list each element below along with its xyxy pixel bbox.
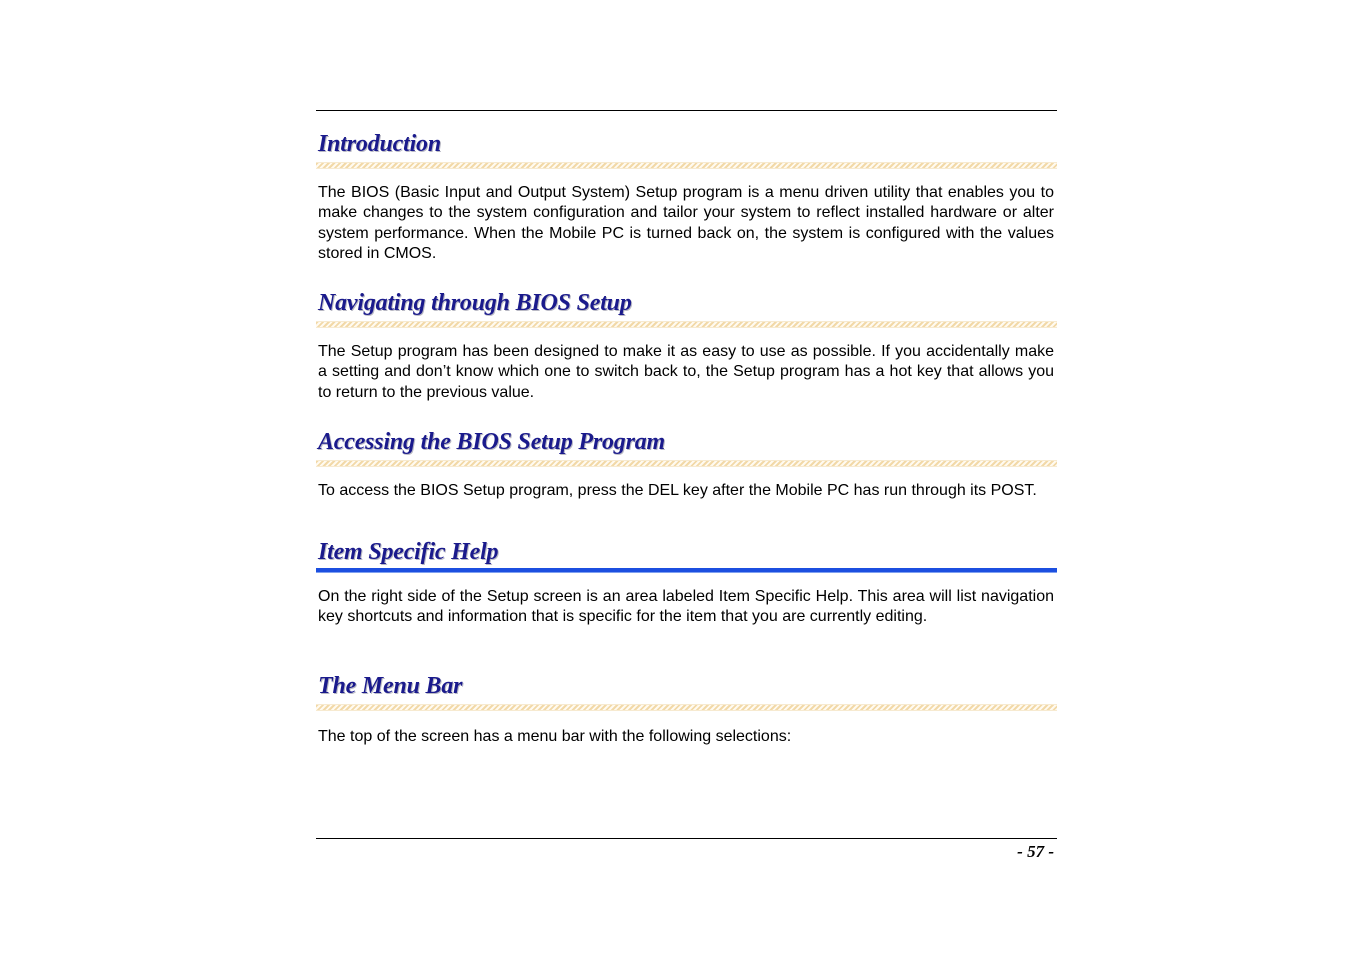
heading-underline (316, 321, 1057, 328)
heading-underline (316, 460, 1057, 467)
section-menu-bar (316, 672, 1057, 747)
section-heading: Introduction (318, 131, 441, 157)
heading-underline (316, 568, 1057, 573)
heading-underline (316, 704, 1057, 711)
section-heading: The Menu Bar (318, 673, 463, 699)
footer-rule (316, 838, 1057, 839)
section-accessing (316, 428, 1057, 501)
section-heading: Item Specific Help (318, 539, 499, 565)
section-introduction (316, 130, 1057, 265)
section-heading: Navigating through BIOS Setup (318, 290, 632, 316)
section-heading: Accessing the BIOS Setup Program (318, 429, 665, 455)
section-navigating (316, 289, 1057, 403)
header-rule (316, 110, 1057, 111)
section-body: To access the BIOS Setup program, press the DEL key after the Mobile PC has run through its POST. (318, 482, 1037, 499)
section-item-specific-help (316, 538, 1057, 628)
page-number: - 57 - (1017, 842, 1054, 861)
section-body: The Setup program has been designed to make it as easy to use as possible. If you accidentally make a setting and don’t know which one to switch back to, the Setup program has a hot key that allows you to return to the previous value. (318, 343, 1054, 401)
section-body: On the right side of the Setup screen is an area labeled Item Specific Help. This area will list navigation key shortcuts and information that is specific for the item that you are currently editing. (318, 588, 1054, 626)
manual-page (316, 0, 1057, 954)
section-body: The BIOS (Basic Input and Output System) Setup program is a menu driven utility that enables you to make changes to the system configuration and tailor your system to reflect installed hardware or alter system performance. When the Mobile PC is turned back on, the system is configured with the values stored in CMOS. (318, 184, 1054, 263)
heading-underline (316, 162, 1057, 169)
section-body: The top of the screen has a menu bar with the following selections: (318, 728, 792, 745)
